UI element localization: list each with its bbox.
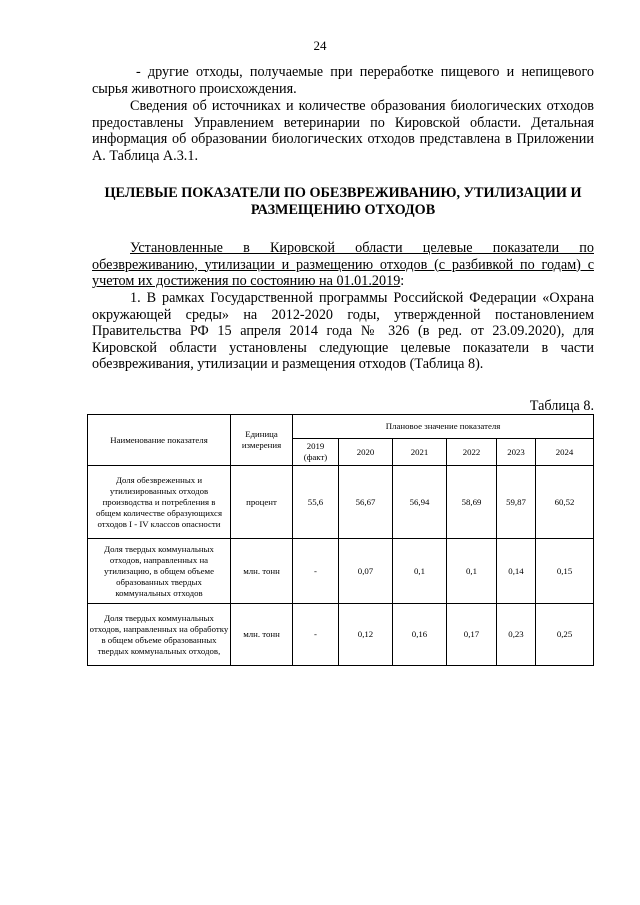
intro-underlined-text: Установленные в Кировской области целевые показатели по обезвреживанию, утилизации и размещению отходов (с разбивкой по годам) с учетом их достижения по состоянию на 01.01.2019	[92, 240, 594, 290]
header-indicator: Наименование показателя	[88, 415, 231, 466]
paragraph-intro	[92, 240, 594, 290]
table-header-row	[88, 415, 594, 439]
header-unit: Единица измерения	[231, 415, 293, 466]
row-value: 55,6	[293, 466, 339, 539]
table-label: Таблица 8.	[529, 398, 594, 414]
paragraph-other-waste: - другие отходы, получаемые при переработке пищевого и непищевого сырья животного происхождения.	[92, 64, 594, 97]
row-value: 56,67	[339, 466, 393, 539]
row-value: 0,14	[497, 539, 536, 604]
row-value: 56,94	[393, 466, 447, 539]
paragraph-bio-waste-sources: Сведения об источниках и количестве образования биологических отходов предоставлены Управлением ветеринарии по Кировской области. Детальная информация об образовании биологических отходов представлена в Приложении А. Таблица А.3.1.	[92, 98, 594, 164]
year-header: 2021	[393, 439, 447, 466]
row-value: 0,16	[393, 604, 447, 666]
row-value: 0,12	[339, 604, 393, 666]
paragraph-state-program: 1. В рамках Государственной программы Российской Федерации «Охрана окружающей среды» на 2012-2020 годы, утвержденной постановлением Правительства РФ 15 апреля 2014 года № 326 (в ред. от 23.09.2020), для Кировской области установлены следующие целевые показатели в части обезвреживания, утилизации и размещения отходов (Таблица 8).	[92, 290, 594, 373]
row-value: -	[293, 539, 339, 604]
table-row	[88, 604, 594, 666]
row-value: 0,25	[536, 604, 594, 666]
row-indicator: Доля твердых коммунальных отходов, направленных на обработку в общем объеме образованных твердых коммунальных отходов,	[88, 604, 231, 666]
year-header: 2023	[497, 439, 536, 466]
year-header: 2019 (факт)	[293, 439, 339, 466]
row-value: 0,1	[393, 539, 447, 604]
row-indicator: Доля твердых коммунальных отходов, направленных на утилизацию, в общем объеме образованных твердых коммунальных отходов	[88, 539, 231, 604]
targets-table	[87, 414, 594, 666]
row-value: 0,23	[497, 604, 536, 666]
row-value: 0,1	[447, 539, 497, 604]
page-number: 24	[313, 38, 327, 53]
year-header: 2022	[447, 439, 497, 466]
row-value: 0,15	[536, 539, 594, 604]
table-row	[88, 539, 594, 604]
row-value: 59,87	[497, 466, 536, 539]
row-unit: процент	[231, 466, 293, 539]
header-plan: Плановое значение показателя	[293, 415, 594, 439]
year-header: 2020	[339, 439, 393, 466]
table-row	[88, 466, 594, 539]
row-value: 58,69	[447, 466, 497, 539]
year-header: 2024	[536, 439, 594, 466]
section-heading: ЦЕЛЕВЫЕ ПОКАЗАТЕЛИ ПО ОБЕЗВРЕЖИВАНИЮ, УТИЛИЗАЦИИ И РАЗМЕЩЕНИЮ ОТХОДОВ	[104, 185, 582, 218]
intro-colon: :	[400, 273, 405, 290]
row-indicator: Доля обезвреженных и утилизированных отходов производства и потребления в общем количестве образующихся отходов I - IV классов опасности	[88, 466, 231, 539]
row-value: -	[293, 604, 339, 666]
row-unit: млн. тонн	[231, 539, 293, 604]
row-value: 60,52	[536, 466, 594, 539]
row-value: 0,17	[447, 604, 497, 666]
row-value: 0,07	[339, 539, 393, 604]
row-unit: млн. тонн	[231, 604, 293, 666]
